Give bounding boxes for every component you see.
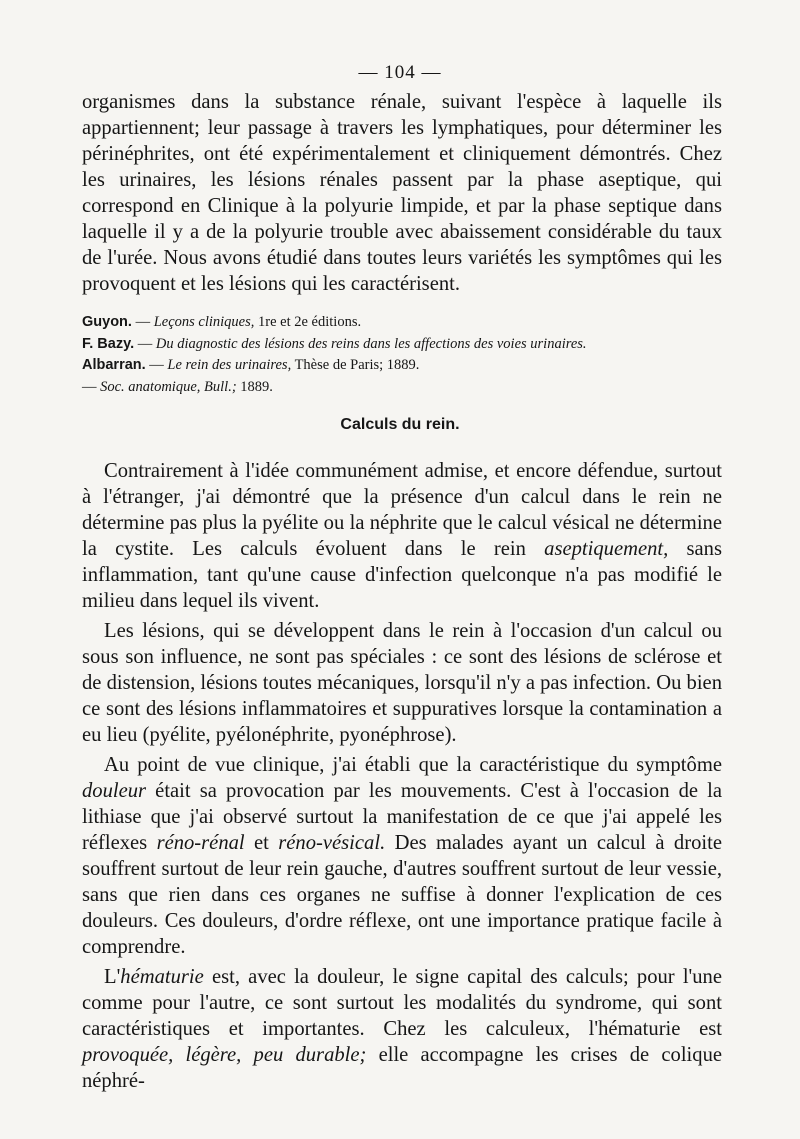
references-list xyxy=(82,312,722,398)
body-text xyxy=(82,458,722,1094)
reference-item: — Soc. anatomique, Bull.; 1889. xyxy=(82,378,273,395)
paragraph-hematurie: L'hématurie est, avec la douleur, le signe capital des calculs; pour l'une comme pour l'autre, ce sont surtout les modalités du syndrome, qui sont caractéristiques et importantes. Chez les calculeux, l'hématurie est provoquée, légère, peu durable; elle accompagne les crises de colique néphré- xyxy=(82,966,723,1092)
reference-item: Guyon. — Leçons cliniques, 1re et 2e éditions. xyxy=(82,314,362,330)
reference-title: Leçons cliniques, xyxy=(153,314,255,330)
paragraph-douleur: Au point de vue clinique, j'ai établi que la caractéristique du symptôme douleur était sa provocation par les mouvements. C'est à l'occasion de la lithiase que j'ai observé surtout la manifestation de ce que j'ai appelé les réflexes réno-rénal et réno-vésical. Des malades ayant un calcul à droite souffrent surtout de leur rein gauche, d'autres souffrent surtout de leur vessie, sans que rien dans ces organes ne suffise à donner l'explication de ces douleurs. Ces douleurs, d'ordre réflexe, ont une importance pratique facile à comprendre. xyxy=(82,754,722,958)
reference-author: Guyon. xyxy=(82,314,132,330)
reference-item: Albarran. — Le rein des urinaires, Thèse de Paris; 1889. xyxy=(82,357,420,373)
reference-title: Le rein des urinaires, xyxy=(167,357,292,373)
reference-title: Du diagnostic des lésions des reins dans les affections des voies urinaires. xyxy=(155,335,587,352)
reference-item: F. Bazy. — Du diagnostic des lésions des reins dans les affections des voies urinaires. xyxy=(82,335,587,352)
page-number: — 104 — xyxy=(358,62,442,83)
intro-paragraph-block xyxy=(82,89,722,297)
intro-paragraph: organismes dans la substance rénale, suivant l'espèce à laquelle ils appartiennent; leur passage à travers les lymphatiques, pour déterminer les périnéphrites, ont été expérimentalement et cliniquement démontrés. Chez les urinaires, les lésions rénales passent par la phase aseptique, qui correspond en Clinique à la polyurie limpide, et par la phase septique dans laquelle il y a de la polyurie trouble avec abaissement considérable du taux de l'urée. Nous avons étudié dans toutes leurs variétés les symptômes qui les provoquent et les lésions qui les caractérisent. xyxy=(82,91,722,295)
reference-author: F. Bazy. xyxy=(82,335,135,352)
paragraph-calculs: Contrairement à l'idée communément admise, et encore défendue, surtout à l'étranger, j'ai démontré que la présence d'un calcul dans le rein ne détermine pas plus la pyélite ou la néphrite que le calcul vésical ne détermine la cystite. Les calculs évoluent dans le rein aseptiquement, sans inflammation, tant qu'une cause d'infection quelconque n'a pas modifié le milieu dans lequel ils vivent. xyxy=(82,460,722,612)
reference-author: Albarran. xyxy=(82,357,146,373)
reference-title: Soc. anatomique, Bull.; xyxy=(100,378,237,395)
section-title: Calculs du rein. xyxy=(340,416,460,433)
paragraph-lesions: Les lésions, qui se développent dans le rein à l'occasion d'un calcul ou sous son influence, ne sont pas spéciales : ce sont des lésions de sclérose et de distension, lésions toutes mécaniques, lorsqu'il n'y a pas infection. Ou bien ce sont des lésions inflammatoires et suppuratives lorsque la contamination a eu lieu (pyélite, pyélonéphrite, pyonéphrose). xyxy=(82,620,722,746)
